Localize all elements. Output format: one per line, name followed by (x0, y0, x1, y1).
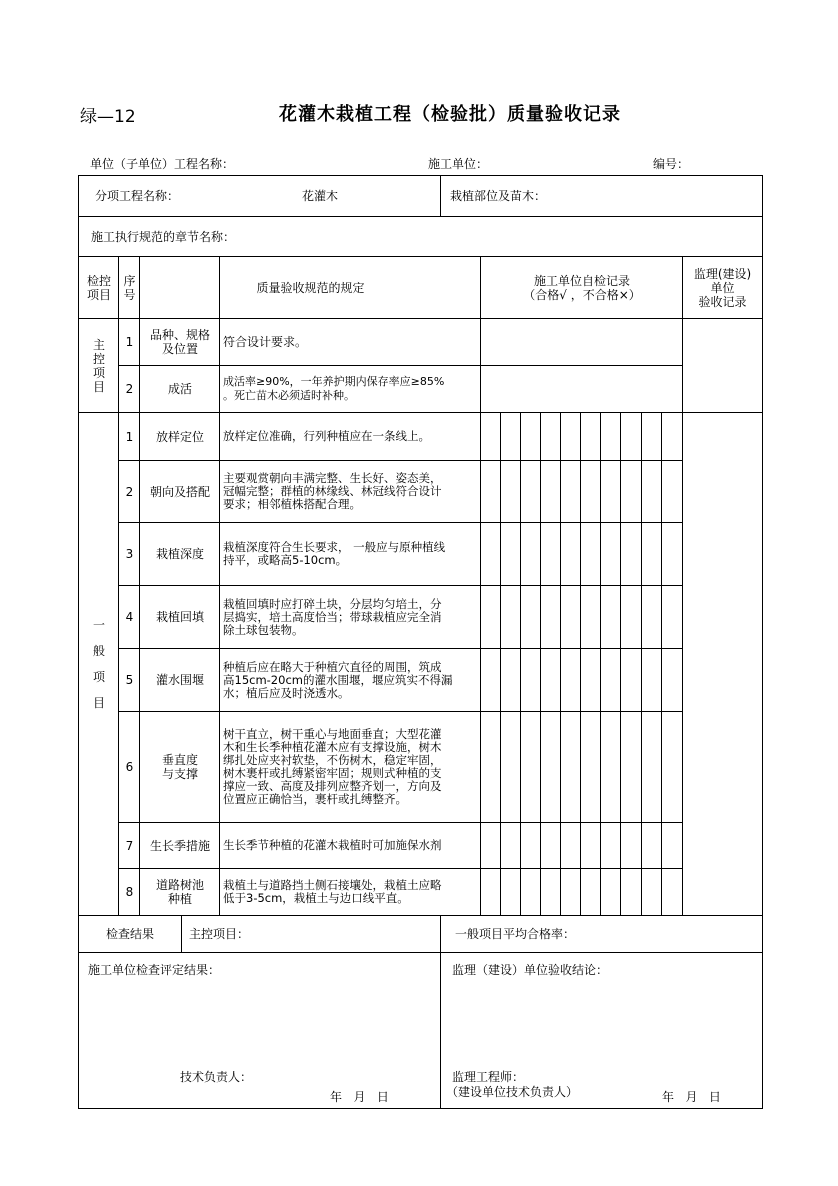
main-row-2-spec-l1: 成活率≥90%，一年养护期内保存率应≥85% (223, 375, 445, 388)
general-row-spec-line: 树木裹杆或扎缚紧密牢固；规则式种植的支 (223, 766, 442, 780)
general-row-spec (220, 461, 481, 522)
general-row-spec (220, 823, 481, 868)
general-row-name-line: 种植 (167, 892, 192, 906)
engineer-label: 监理工程师： (452, 1070, 525, 1084)
general-row-spec (220, 413, 481, 460)
general-row-name-line: 生长季措施 (149, 838, 210, 853)
general-row-name (140, 413, 220, 460)
main-group-char: 主 (92, 337, 105, 352)
general-row-name (140, 869, 220, 915)
main-group-char: 项 (92, 365, 105, 380)
general-row-name-line: 与支撑 (161, 767, 198, 781)
col-spec: 质量验收规范的规定 (256, 280, 365, 295)
general-row-name-line: 垂直度 (161, 753, 198, 767)
col-self-check-l2: （合格√ ，不合格×） (523, 287, 641, 302)
general-row-name (140, 461, 220, 522)
main-items-group-label (79, 319, 119, 412)
general-row-name (140, 712, 220, 822)
general-row-no: 7 (125, 838, 134, 853)
general-row-name (140, 823, 220, 868)
general-group-char: 一 (92, 618, 105, 632)
general-row-spec-line: 栽植深度符合生长要求， 一般应与原种植线 (223, 540, 446, 554)
col-self-check-l1: 施工单位自检记录 (533, 273, 630, 288)
general-row-no: 3 (125, 547, 134, 561)
general-row-spec-line: 要求；相邻植株搭配合理。 (223, 497, 361, 511)
general-row-spec-line: 层捣实，培土高度恰当；带球栽植应完全消 (223, 609, 442, 624)
general-row-spec-line: 除土球包装物。 (223, 622, 304, 637)
subproject-label: 分项工程名称： (95, 189, 180, 203)
main-row-1-no: 1 (125, 335, 134, 349)
general-row-name-line: 道路树池 (155, 878, 204, 892)
general-group-char: 般 (92, 644, 105, 658)
tech-lead-label: 技术负责人： (180, 1070, 253, 1084)
general-row-spec-line: 木和生长季种植花灌木应有支撑设施，树木 (223, 740, 442, 754)
general-row-name-line: 灌水围堰 (155, 673, 204, 687)
general-row-no: 8 (125, 885, 134, 899)
general-row-spec-line: 水；植后应及时浇透水。 (223, 685, 350, 700)
spec-chapter-label: 施工执行规范的章节名称： (91, 229, 236, 244)
col-supervision-l2: 单位 (710, 280, 735, 295)
general-row-name-line: 朝向及搭配 (149, 484, 210, 499)
engineer-sub-label: （建设单位技术负责人） (446, 1085, 579, 1099)
result-label: 检查结果 (105, 927, 154, 941)
general-row-name (140, 649, 220, 711)
general-row-name (140, 523, 220, 585)
col-item-type (79, 257, 119, 318)
supervision-conclusion-label: 监理（建设）单位验收结论： (452, 963, 609, 977)
general-row-spec-line: 栽植回填时应打碎土块，分层均匀培土，分 (223, 596, 442, 611)
main-row-1-name-l2: 及位置 (161, 342, 198, 356)
general-row-spec (220, 586, 481, 648)
main-row-2-name: 成活 (167, 382, 192, 396)
general-row-spec-line: 高15cm-20cm的灌水围堰，堰应筑实不得漏 (223, 672, 453, 687)
col-seq (119, 257, 140, 318)
general-row-spec-line: 撑应一致、高度及排列应整齐划一，方向及 (223, 779, 442, 793)
general-row-spec-line: 位置应正确恰当，裹杆或扎缚整齐。 (223, 792, 407, 806)
main-row-2-no: 2 (125, 382, 134, 396)
general-row-no: 5 (125, 673, 134, 687)
col-item-type-l1: 检控 (86, 273, 111, 288)
subproject-value: 花灌木 (301, 189, 338, 203)
general-row-spec-line: 低于3-5cm，栽植土与边口线平直。 (223, 891, 409, 905)
general-row-spec-line: 种植后应在略大于种植穴直径的周围，筑成 (223, 659, 442, 674)
general-row-spec-line: 冠幅完整；群植的林缘线、林冠线符合设计 (223, 484, 442, 498)
general-row-no: 6 (125, 760, 134, 774)
general-group-char: 项 (92, 670, 105, 684)
main-row-1-spec: 符合设计要求。 (223, 335, 308, 349)
general-row-no: 1 (125, 429, 134, 444)
general-row-spec (220, 649, 481, 711)
general-row-no: 4 (125, 610, 134, 624)
general-row-spec-line: 树干直立，树干重心与地面垂直；大型花灌 (223, 727, 442, 741)
result-main-label: 主控项目： (189, 927, 250, 941)
general-row-spec-line: 持平，或略高5-10cm。 (223, 553, 348, 567)
general-row-name-line: 放样定位 (155, 429, 204, 444)
general-group-char: 目 (92, 696, 105, 710)
main-row-1-name (140, 319, 220, 365)
main-row-1-name-l1: 品种、规格 (149, 328, 210, 342)
main-row-2-spec (220, 366, 481, 412)
general-row-spec-line: 放样定位准确，行列种植应在一条线上。 (223, 429, 430, 443)
date-left: 年 月 日 (330, 1090, 389, 1104)
planting-part-label: 栽植部位及苗木： (450, 189, 547, 203)
result-general-label: 一般项目平均合格率： (455, 927, 576, 941)
number-label: 编号： (653, 157, 690, 171)
col-item-type-l2: 项目 (86, 287, 111, 302)
general-items-group-label (79, 413, 119, 915)
general-row-spec-line: 生长季节种植的花灌木栽植时可加施保水剂 (223, 838, 442, 852)
general-row-spec (220, 869, 481, 915)
construction-unit-label: 施工单位： (428, 157, 489, 171)
general-row-spec-line: 栽植土与道路挡土侧石接壤处，栽植土应略 (223, 878, 442, 892)
col-seq-l1: 序 (123, 273, 136, 288)
general-row-spec-line: 绑扎处应夹衬软垫，不伤树木，稳定牢固， (223, 753, 442, 767)
general-row-spec (220, 523, 481, 585)
col-supervision (683, 257, 762, 318)
construction-eval-label: 施工单位检查评定结果： (88, 963, 221, 977)
general-row-spec (220, 712, 481, 822)
main-group-char: 目 (92, 379, 105, 394)
unit-label: 单位（子单位）工程名称： (90, 157, 235, 171)
date-right: 年 月 日 (662, 1090, 721, 1104)
general-row-no: 2 (125, 484, 134, 499)
main-group-char: 控 (92, 351, 105, 366)
general-row-name-line: 栽植回填 (155, 610, 204, 624)
page-title: 花灌木栽植工程（检验批）质量验收记录 (279, 104, 621, 125)
general-row-name-line: 栽植深度 (155, 547, 204, 561)
col-supervision-l1: 监理(建设) (693, 266, 752, 281)
col-supervision-l3: 验收记录 (698, 294, 747, 309)
col-seq-l2: 号 (123, 287, 136, 302)
form-code: 绿—12 (80, 107, 136, 127)
general-row-spec-line: 主要观赏朝向丰满完整、生长好、姿态美， (223, 471, 442, 485)
general-row-name (140, 586, 220, 648)
col-self-check (481, 257, 683, 318)
main-row-2-spec-l2: 。死亡苗木必须适时补种。 (223, 389, 355, 402)
